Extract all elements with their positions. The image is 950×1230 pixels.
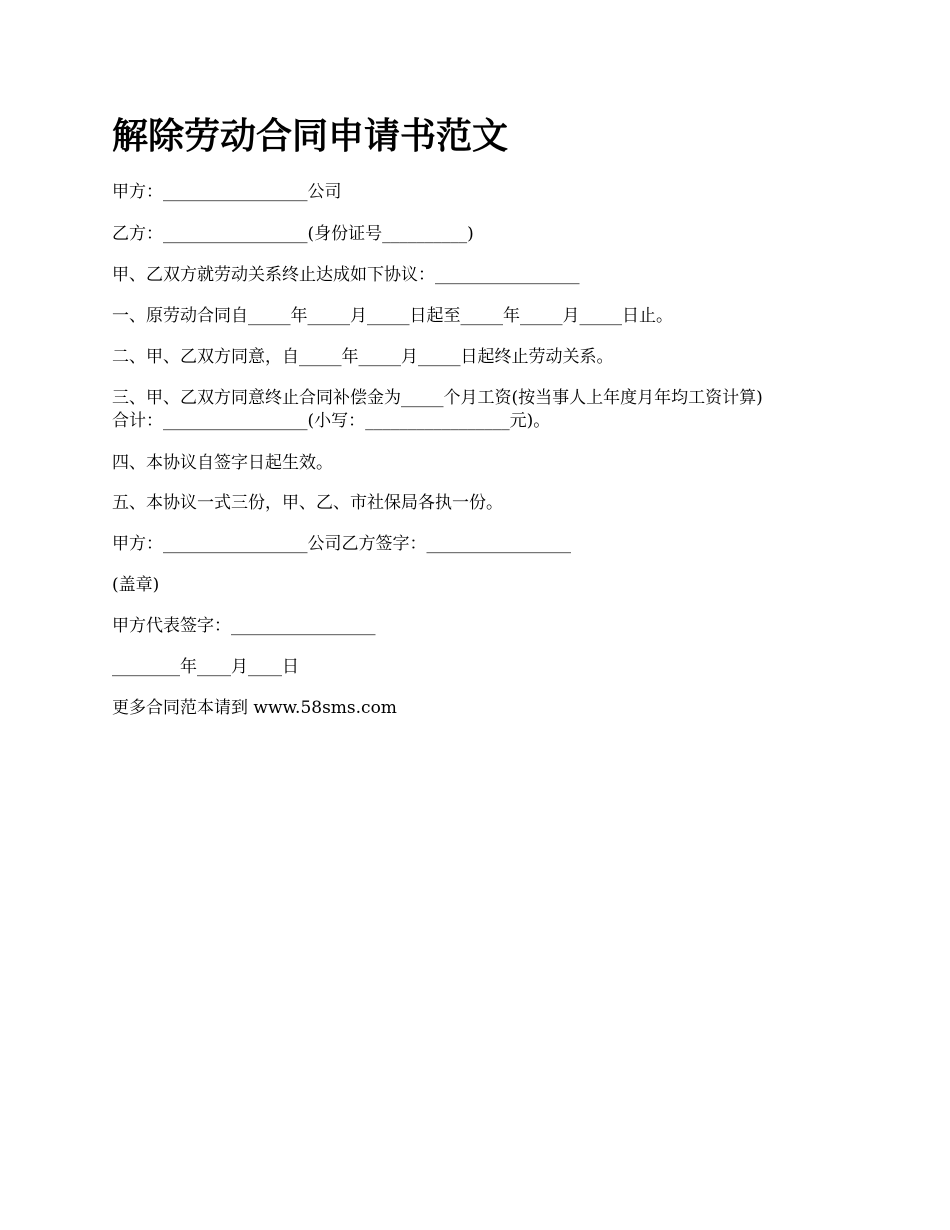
clause-3-line-1: 三、甲、乙双方同意终止合同补偿金为_____个月工资(按当事人上年度月年均工资计算)	[112, 388, 763, 408]
clause-5: 五、本协议一式三份，甲、乙、市社保局各执一份。	[112, 493, 503, 513]
party-b-line: 乙方：_________________(身份证号__________)	[112, 224, 474, 244]
signatures-line: 甲方：_________________公司乙方签字：_________________	[112, 534, 571, 554]
date-line: ________年____月____日	[112, 657, 299, 677]
clause-2: 二、甲、乙双方同意，自_____年_____月_____日起终止劳动关系。	[112, 347, 614, 367]
clause-3-line-2: 合计：_________________(小写：_________________元)。	[112, 411, 551, 431]
clause-1: 一、原劳动合同自_____年_____月_____日起至_____年_____月_____日止。	[112, 306, 673, 326]
clause-4: 四、本协议自签字日起生效。	[112, 453, 333, 473]
representative-line: 甲方代表签字：_________________	[112, 616, 376, 636]
party-a-line: 甲方：_________________公司	[112, 182, 342, 202]
agreement-intro: 甲、乙双方就劳动关系终止达成如下协议：_________________	[112, 265, 580, 285]
document-title: 解除劳动合同申请书范文	[112, 115, 509, 157]
seal-note: (盖章)	[112, 575, 160, 595]
footer-note: 更多合同范本请到 www.58sms.com	[112, 698, 397, 718]
